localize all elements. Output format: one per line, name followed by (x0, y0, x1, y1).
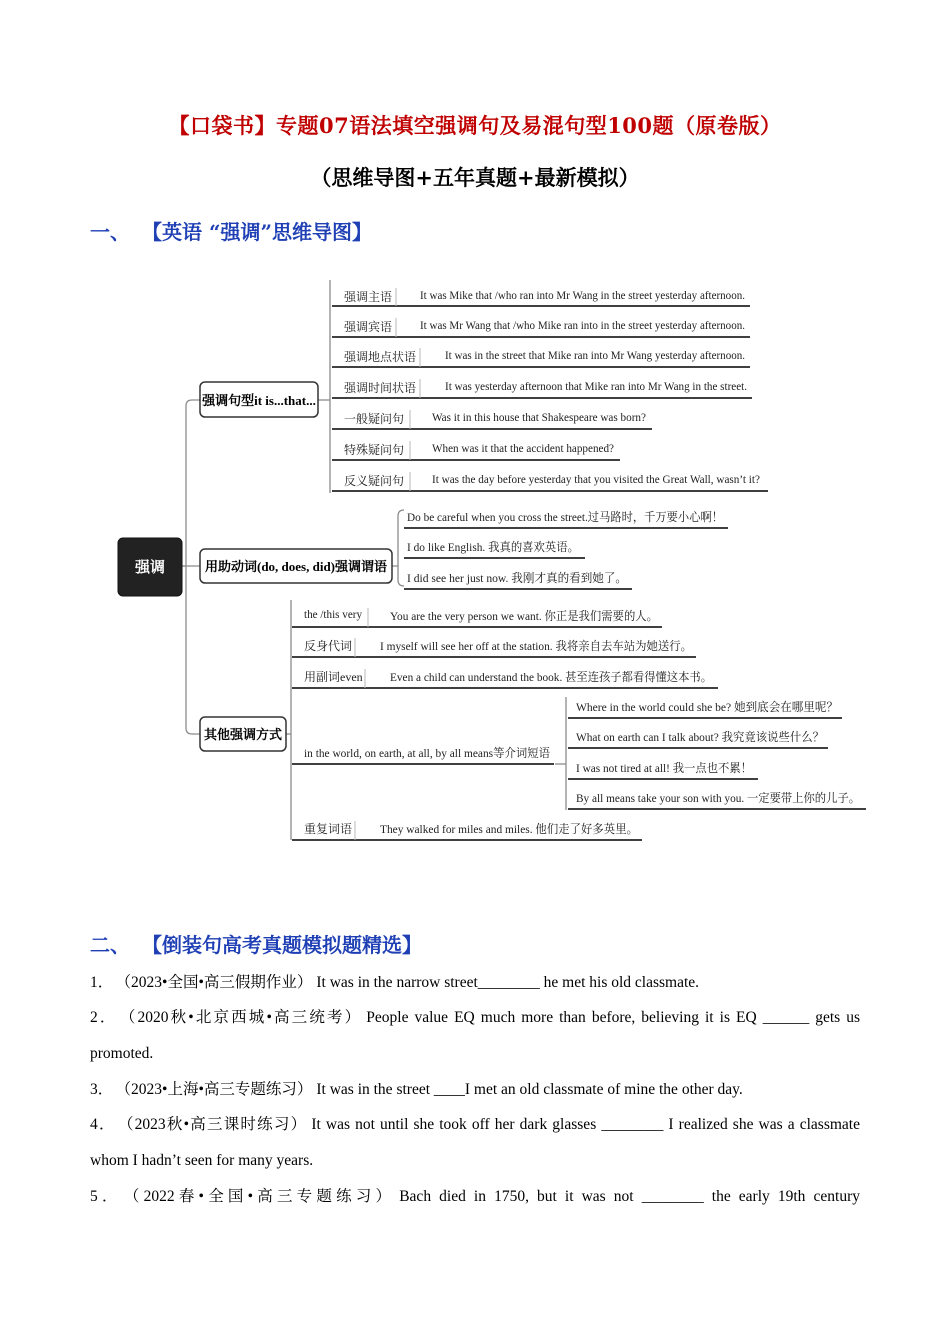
branch-node-auxiliary (200, 549, 392, 583)
section-heading-2 (90, 929, 422, 958)
branch-label: 其他强调方式 (203, 727, 283, 742)
question-item (90, 1072, 860, 1108)
leaf-text: They walked for miles and miles. 他们走了好多英里。 (380, 822, 652, 836)
question-source: （2020秋•北京西城•高三统考） (127, 1009, 363, 1026)
question-text: Bach died in 1750, but it was not ________ the early 19th century (399, 1188, 860, 1205)
question-item (90, 1000, 860, 1072)
leaf-text: I myself will see her off at the station. 我将亲自去车站为她送行。 (380, 639, 710, 653)
leaf-label: 强调时间状语 (344, 381, 417, 395)
leaf-text: It was Mr Wang that /who Mike ran into in the street yesterday afternoon. (420, 318, 745, 332)
question-source: （2023秋•高三课时练习） (125, 1116, 308, 1133)
leaf-label: 一般疑问句 (344, 412, 405, 426)
leaf-text: It was the day before yesterday that you visited the Great Wall, wasn’t it? (432, 472, 760, 486)
leaf-text: Do be careful when you cross the street.过马路时，千万要小心啊！ (407, 510, 744, 524)
leaf-text: When was it that the accident happened? (432, 441, 614, 455)
leaf-label: 用副词even (304, 670, 363, 684)
leaf-label: 反身代词 (304, 639, 353, 653)
branch-label: 强调句型it is...that... (202, 393, 316, 408)
question-text: It was not until she took off her dark glasses ________ I realized she was a classmate whom I hadn’t seen for many years. (90, 1116, 860, 1169)
question-source: （2022春•全国•高三专题练习） (131, 1188, 396, 1205)
leaf-text: What on earth can I talk about? 我究竟该说些什么？ (576, 730, 838, 744)
leaf-text: It was yesterday afternoon that Mike ran into Mr Wang in the street. (445, 379, 747, 393)
question-source: （2023•全国•高三假期作业） (123, 974, 313, 991)
leaf-label: 强调主语 (344, 290, 393, 304)
section-title: 【倒装句高考真题模拟题精选】 (152, 933, 422, 957)
leaf-text: I do like English. 我真的喜欢英语。 (407, 540, 589, 554)
leaf-text: By all means take your son with you. 一定要带上你的儿子。 (576, 791, 878, 805)
document-title: 【口袋书】专题07语法填空强调句及易混句型100题（原卷版） (168, 113, 782, 138)
question-number: 4． (90, 1116, 116, 1133)
leaf-text: You are the very person we want. 你正是我们需要的人。 (390, 609, 674, 623)
leaf-text: Even a child can understand the book. 甚至连孩子都看得懂这本书。 (390, 670, 732, 684)
branch-label: 用助动词(do, does, did)强调谓语 (204, 559, 388, 574)
question-item (90, 965, 860, 1001)
leaf-label: 特殊疑问句 (344, 443, 405, 457)
question-source: （2023•上海•高三专题练习） (123, 1081, 313, 1098)
question-text: It was in the street ____I met an old classmate of mine the other day. (316, 1081, 743, 1098)
section-number: 二、 (90, 933, 130, 957)
section-title: 【英语 “强调”思维导图】 (152, 220, 372, 244)
leaf-label: the /this very (304, 607, 362, 621)
leaf-text: Where in the world could she be? 她到底会在哪里呢？ (576, 700, 849, 714)
leaf-label: in the world, on earth, at all, by all means等介词短语 (304, 746, 550, 760)
branch-node-other (200, 717, 286, 751)
question-number: 2． (90, 1009, 118, 1026)
leaf-label: 重复词语 (304, 822, 353, 836)
leaf-label: 反义疑问句 (344, 474, 405, 488)
branch-node-cleft (200, 382, 318, 417)
question-number: 3． (90, 1081, 114, 1098)
leaf-text: It was in the street that Mike ran into Mr Wang yesterday afternoon. (445, 348, 745, 362)
leaf-text: I was not tired at all! 我一点也不累！ (576, 761, 763, 775)
question-item (90, 1107, 860, 1179)
leaf-text: It was Mike that /who ran into Mr Wang in the street yesterday afternoon. (420, 288, 745, 302)
question-text: It was in the narrow street________ he met his old classmate. (316, 974, 700, 991)
question-number: 1． (90, 974, 114, 991)
section-number: 一、 (90, 220, 130, 244)
root-node (118, 538, 182, 596)
question-text: People value EQ much more than before, believing it is EQ ______ gets us promoted. (90, 1009, 860, 1062)
document-subtitle: （思维导图+五年真题+最新模拟） (310, 165, 640, 190)
question-item (90, 1179, 860, 1215)
leaf-label: 强调宾语 (344, 320, 393, 334)
leaf-label: 强调地点状语 (344, 350, 417, 364)
leaf-text: I did see her just now. 我刚才真的看到她了。 (407, 571, 636, 585)
leaf-text: Was it in this house that Shakespeare was born? (432, 410, 646, 424)
root-label: 强调 (134, 560, 166, 576)
question-number: 5． (90, 1188, 122, 1205)
